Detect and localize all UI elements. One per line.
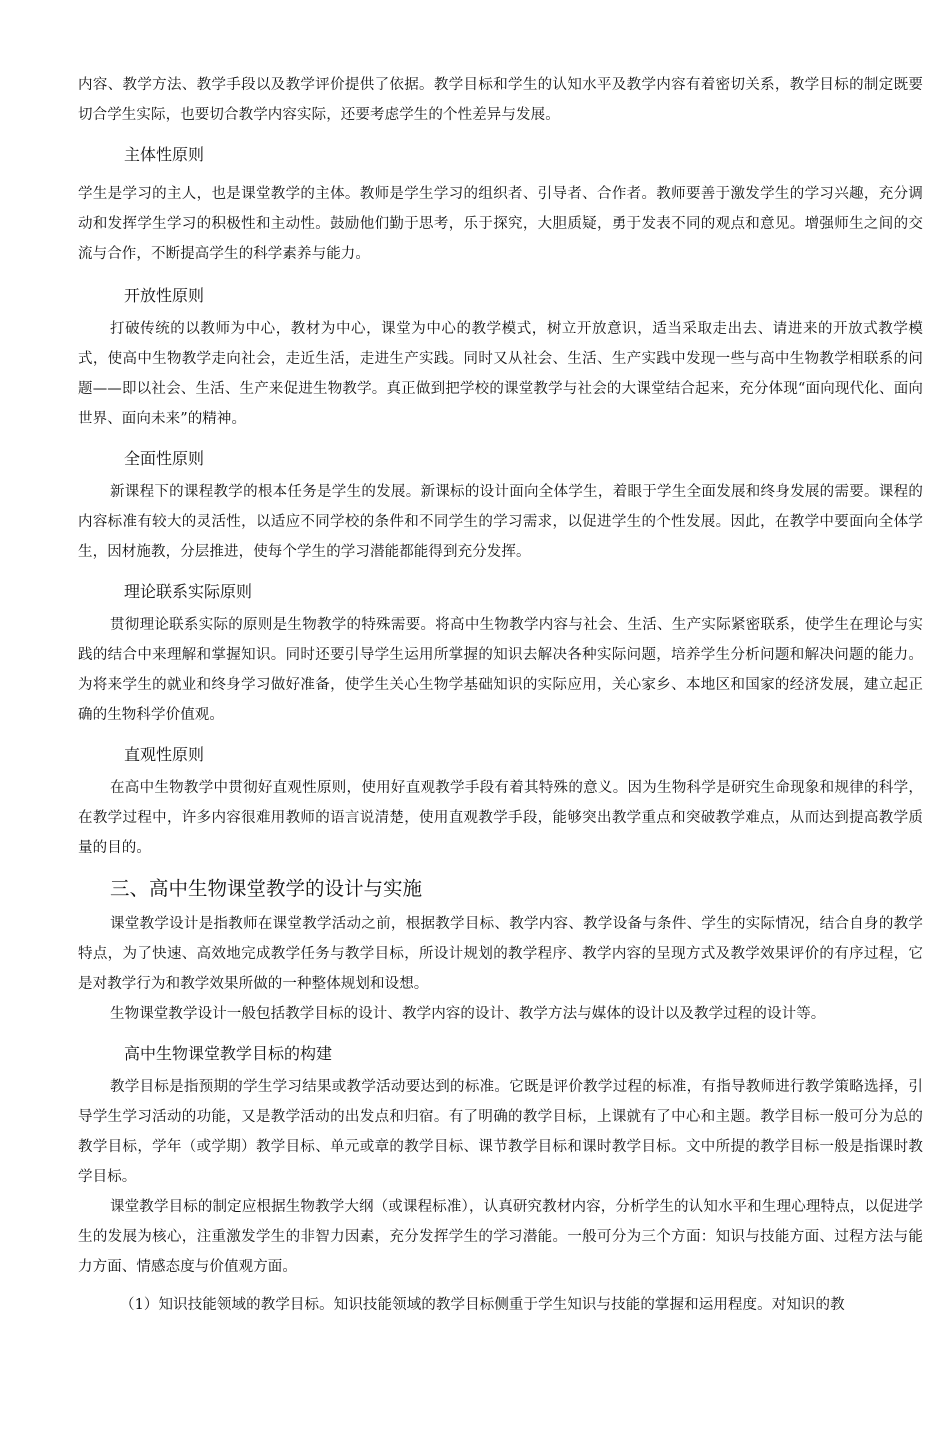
list-item-knowledge-skills: （1）知识技能领域的教学目标。知识技能领域的教学目标侧重于学生知识与技能的掌握和运用程度。对知识的教 [120,1297,845,1313]
section-paragraph-open: 打破传统的以教师为中心，教材为中心，课堂为中心的教学模式，树立开放意识，适当采取走出去、请进来的开放式教学模式，使高中生物教学走向社会，走近生活，走进生产实践。同时又从社会、生活、生产实践中发现一些与高中生物教学相联系的问题——即以社会、生活、生产来促进生物教学。真正做到把学校的课堂教学与社会的大课堂结合起来，充分体现“面向现代化、面向世界、面向未来”的精神。 [78,321,923,427]
document-page [78,70,923,1320]
subsection-paragraph-definition: 教学目标是指预期的学生学习结果或教学活动要达到的标准。它既是评价教学过程的标准，有指导教师进行教学策略选择，引导学生学习活动的功能，又是教学活动的出发点和归宿。有了明确的教学目标，上课就有了中心和主题。教学目标一般可分为总的教学目标，学年（或学期）教学目标、单元或章的教学目标、课节教学目标和课时教学目标。文中所提的教学目标一般是指课时教学目标。 [78,1079,923,1185]
section-heading-intuitive: 直观性原则 [124,745,205,764]
chapter-paragraph-design: 课堂教学设计是指教师在课堂教学活动之前，根据教学目标、教学内容、教学设备与条件、学生的实际情况，结合自身的教学特点，为了快速、高效地完成教学任务与教学目标，所设计规划的教学程序、教学内容的呈现方式及教学效果评价的有序过程，它是对教学行为和教学效果所做的一种整体规划和设想。 [78,916,923,992]
subsection-paragraph-formulation: 课堂教学目标的制定应根据生物教学大纲（或课程标准），认真研究教材内容，分析学生的认知水平和生理心理特点，以促进学生的发展为核心，注重激发学生的非智力因素，充分发挥学生的学习潜能。一般可分为三个方面：知识与技能方面、过程方法与能力方面、情感态度与价值观方面。 [78,1199,923,1275]
section-heading-open: 开放性原则 [124,286,205,305]
intro-paragraph: 内容、教学方法、教学手段以及教学评价提供了依据。教学目标和学生的认知水平及教学内容有着密切关系，教学目标的制定既要切合学生实际，也要切合教学内容实际，还要考虑学生的个性差异与发展。 [78,77,923,123]
section-paragraph-subject: 学生是学习的主人，也是课堂教学的主体。教师是学生学习的组织者、引导者、合作者。教师要善于激发学生的学习兴趣，充分调动和发挥学生学习的积极性和主动性。鼓励他们勤于思考，乐于探究，大胆质疑，勇于发表不同的观点和意见。增强师生之间的交流与合作，不断提高学生的科学素养与能力。 [78,186,923,262]
section-paragraph-comprehensive: 新课程下的课程教学的根本任务是学生的发展。新课标的设计面向全体学生，着眼于学生全面发展和终身发展的需要。课程的内容标准有较大的灵活性，以适应不同学校的条件和不同学生的学习需求，以促进学生的个性发展。因此，在教学中要面向全体学生，因材施教，分层推进，使每个学生的学习潜能都能得到充分发挥。 [78,484,923,560]
section-heading-subject: 主体性原则 [124,145,205,164]
section-paragraph-theory-practice: 贯彻理论联系实际的原则是生物教学的特殊需要。将高中生物教学内容与社会、生活、生产实际紧密联系，使学生在理论与实践的结合中来理解和掌握知识。同时还要引导学生运用所掌握的知识去解决各种实际问题，培养学生分析问题和解决问题的能力。为将来学生的就业和终身学习做好准备，使学生关心生物学基础知识的实际应用，关心家乡、本地区和国家的经济发展，建立起正确的生物科学价值观。 [78,617,923,723]
chapter-heading: 三、高中生物课堂教学的设计与实施 [110,877,423,900]
section-heading-theory-practice: 理论联系实际原则 [124,582,253,601]
section-heading-comprehensive: 全面性原则 [124,449,205,468]
chapter-paragraph-contents: 生物课堂教学设计一般包括教学目标的设计、教学内容的设计、教学方法与媒体的设计以及教学过程的设计等。 [110,1006,826,1022]
section-paragraph-intuitive: 在高中生物教学中贯彻好直观性原则，使用好直观教学手段有着其特殊的意义。因为生物科学是研究生命现象和规律的科学，在教学过程中，许多内容很难用教师的语言说清楚，使用直观教学手段，能够突出教学重点和突破教学难点，从而达到提高教学质量的目的。 [78,780,923,856]
subsection-heading-objectives: 高中生物课堂教学目标的构建 [124,1044,333,1063]
